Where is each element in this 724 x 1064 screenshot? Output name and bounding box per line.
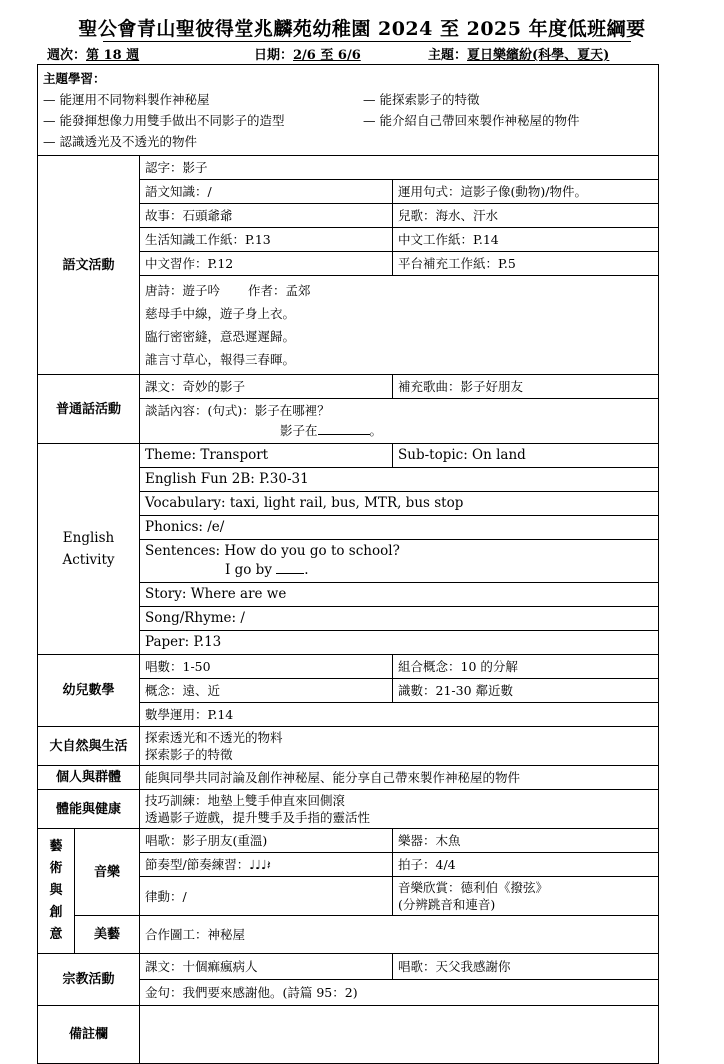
arts-char-3: 與 bbox=[49, 883, 63, 898]
english-paper: Paper: P.13 bbox=[140, 631, 659, 655]
music-rhythm: 節奏型/節奏練習：♩♩♩𝄽 bbox=[140, 853, 393, 877]
chinese-workbook: 中文工作紙：P.14 bbox=[393, 228, 659, 252]
curriculum-table bbox=[37, 64, 659, 1064]
chinese-word: 認字：影子 bbox=[140, 156, 659, 180]
religion-verse: 金句：我們要來感謝他。(詩篇 95：2) bbox=[140, 980, 659, 1006]
art-label: 美藝 bbox=[75, 916, 140, 954]
english-story: Story: Where are we bbox=[140, 583, 659, 607]
pe-line-1: 技巧訓練：地墊上雙手伸直來回側滾 bbox=[145, 793, 346, 808]
poem-line-1: 慈母手中線，遊子身上衣。 bbox=[145, 306, 296, 321]
theme-learning-row bbox=[38, 65, 659, 156]
english-subtopic: Sub-topic: On land bbox=[393, 444, 659, 468]
nature-cell bbox=[140, 727, 659, 766]
putonghua-talk-end: 。 bbox=[369, 423, 383, 438]
social-label: 個人與群體 bbox=[38, 766, 140, 790]
theme-goal-2: — 能探索影子的特徵 bbox=[363, 92, 480, 107]
poem-author: 作者：孟郊 bbox=[248, 283, 311, 298]
arts-label bbox=[38, 829, 75, 954]
theme-learning-heading: 主題學習： bbox=[43, 71, 106, 86]
english-song: Song/Rhyme: / bbox=[140, 607, 659, 631]
poem-line-3: 誰言寸草心，報得三春暉。 bbox=[145, 352, 296, 367]
chinese-writing: 中文習作：P.12 bbox=[140, 252, 393, 276]
music-label: 音樂 bbox=[75, 829, 140, 916]
chinese-rhyme: 兒歌：海水、汗水 bbox=[393, 204, 659, 228]
math-concept: 概念：遠、近 bbox=[140, 679, 393, 703]
nature-line-1: 探索透光和不透光的物料 bbox=[145, 730, 283, 745]
chinese-knowledge: 語文知識：/ bbox=[140, 180, 393, 204]
english-fun: English Fun 2B: P.30-31 bbox=[140, 468, 659, 492]
pe-label: 體能與健康 bbox=[38, 790, 140, 829]
arts-char-5: 意 bbox=[49, 927, 63, 942]
english-sentences-end: . bbox=[304, 562, 309, 578]
math-label: 幼兒數學 bbox=[38, 655, 140, 727]
art-text: 合作圖工：神秘屋 bbox=[140, 916, 659, 954]
music-sing: 唱歌：影子朋友(重溫) bbox=[140, 829, 393, 853]
poem-cell bbox=[140, 276, 659, 375]
math-recognize: 識數：21-30 鄰近數 bbox=[393, 679, 659, 703]
date-info bbox=[254, 44, 361, 63]
music-movement: 律動：/ bbox=[140, 877, 393, 916]
theme-goal-1: — 能運用不同物料製作神秘屋 bbox=[43, 92, 210, 107]
english-theme: Theme: Transport bbox=[140, 444, 393, 468]
theme-value: 夏日樂繽紛(科學、夏天) bbox=[467, 48, 610, 63]
week-label: 週次： bbox=[47, 48, 87, 63]
english-sentences: Sentences: How do you go to school? bbox=[145, 543, 400, 559]
date-label: 日期： bbox=[254, 48, 294, 63]
music-appreciation-cell bbox=[393, 877, 659, 916]
arts-char-1: 藝 bbox=[49, 839, 63, 854]
title-underline bbox=[103, 41, 631, 42]
english-label-1: English bbox=[62, 530, 115, 546]
remarks-label: 備註欄 bbox=[38, 1006, 140, 1064]
putonghua-talk-2: 影子在 bbox=[280, 423, 318, 438]
theme-goal-3: — 能發揮想像力用雙手做出不同影子的造型 bbox=[43, 113, 285, 128]
religion-song: 唱歌：天父我感謝你 bbox=[393, 954, 659, 980]
theme-info bbox=[428, 44, 609, 63]
english-blank bbox=[276, 573, 304, 574]
theme-goal-4: — 能介紹自己帶回來製作神秘屋的物件 bbox=[363, 113, 580, 128]
putonghua-text: 課文：奇妙的影子 bbox=[140, 375, 393, 399]
arts-char-4: 創 bbox=[49, 905, 63, 920]
pe-line-2: 透過影子遊戲，提升雙手及手指的靈活性 bbox=[145, 810, 371, 825]
chinese-story: 故事：石頭爺爺 bbox=[140, 204, 393, 228]
math-apply: 數學運用：P.14 bbox=[140, 703, 659, 727]
nature-line-2: 探索影子的特徵 bbox=[145, 747, 233, 762]
theme-label: 主題： bbox=[428, 48, 468, 63]
english-vocab: Vocabulary: taxi, light rail, bus, MTR, bus stop bbox=[140, 492, 659, 516]
theme-learning-cell bbox=[38, 65, 659, 156]
religion-text: 課文：十個痲瘋病人 bbox=[140, 954, 393, 980]
putonghua-talk: 談話內容：(句式)：影子在哪裡？ bbox=[145, 403, 330, 418]
english-sentences-2: I go by bbox=[225, 562, 277, 578]
pe-cell bbox=[140, 790, 659, 829]
math-compose: 組合概念：10 的分解 bbox=[393, 655, 659, 679]
music-appreciation-2: (分辨跳音和連音) bbox=[398, 897, 496, 912]
week-value: 第 18 週 bbox=[86, 48, 140, 63]
math-count: 唱數：1-50 bbox=[140, 655, 393, 679]
putonghua-label: 普通話活動 bbox=[38, 375, 140, 444]
music-instrument: 樂器：木魚 bbox=[393, 829, 659, 853]
poem-title: 唐詩：遊子吟 bbox=[145, 283, 221, 298]
putonghua-talk-cell bbox=[140, 399, 659, 444]
platform-workbook: 平台補充工作紙：P.5 bbox=[393, 252, 659, 276]
arts-char-2: 術 bbox=[49, 861, 63, 876]
remarks-cell bbox=[140, 1006, 659, 1064]
religion-label: 宗教活動 bbox=[38, 954, 140, 1006]
theme-goal-5: — 認識透光及不透光的物件 bbox=[43, 134, 197, 149]
english-label bbox=[38, 444, 140, 655]
date-value: 2/6 至 6/6 bbox=[293, 48, 361, 63]
life-workbook: 生活知識工作紙：P.13 bbox=[140, 228, 393, 252]
english-sentences-cell bbox=[140, 540, 659, 583]
chinese-sentence: 運用句式：這影子像(動物)/物件。 bbox=[393, 180, 659, 204]
music-beat: 拍子：4/4 bbox=[393, 853, 659, 877]
chinese-label: 語文活動 bbox=[38, 156, 140, 375]
putonghua-song: 補充歌曲：影子好朋友 bbox=[393, 375, 659, 399]
music-appreciation: 音樂欣賞：德利伯《撥弦》 bbox=[398, 880, 549, 895]
english-phonics: Phonics: /e/ bbox=[140, 516, 659, 540]
poem-line-2: 臨行密密縫，意恐遲遲歸。 bbox=[145, 329, 296, 344]
english-label-2: Activity bbox=[62, 552, 115, 568]
social-text: 能與同學共同討論及創作神秘屋、能分享自己帶來製作神秘屋的物件 bbox=[140, 766, 659, 790]
page-title: 聖公會青山聖彼得堂兆麟苑幼稚園 2024 至 2025 年度低班綱要 bbox=[78, 18, 646, 40]
week-info bbox=[47, 44, 139, 63]
nature-label: 大自然與生活 bbox=[38, 727, 140, 766]
answer-blank bbox=[318, 434, 370, 435]
